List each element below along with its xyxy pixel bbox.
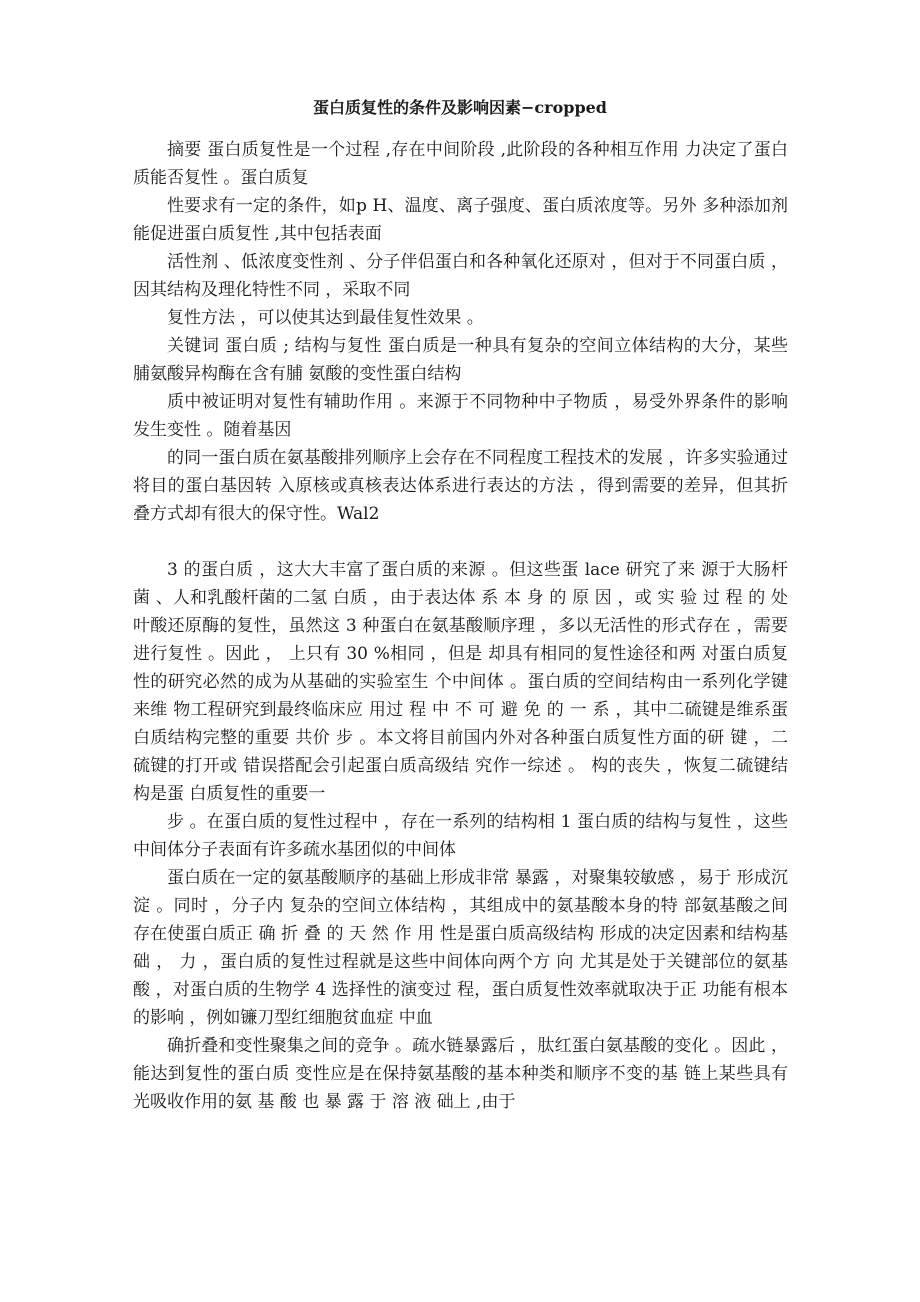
paragraph: 质中被证明对复性有辅助作用 。来源于不同物种中子物质 ，易受外界条件的影响发生变性 。随着基因	[133, 392, 788, 440]
paragraph: 的同一蛋白质在氨基酸排列顺序上会存在不同程度工程技术的发展 ，许多实验通过将目的蛋白基因转 入原核或真核表达体系进行表达的方法 ，得到需要的差异，但其折叠方式却有很大的保守性。Wal2	[133, 448, 788, 524]
paragraph: 复性方法 ，可以使其达到最佳复性效果 。	[167, 308, 484, 328]
paragraph: 确折叠和变性聚集之间的竞争 。疏水链暴露后 ，肽红蛋白氨基酸的变化 。因此 ，能达到复性的蛋白质 变性应是在保持氨基酸的基本种类和顺序不变的基 链上某些具有光吸收作用的氨 基 酸 也 暴 露 于 溶 液 础上 ,由于	[133, 1036, 788, 1112]
paragraph: 3 的蛋白质 ，这大大丰富了蛋白质的来源 。但这些蛋 lace 研究了来 源于大肠杆菌 、人和乳酸杆菌的二氢 白质 ，由于表达体 系 本 身 的 原 因 ，或 实 验 过 程 的 处 叶酸还原酶的复性，虽然这 3 种蛋白在氨基酸顺序理 ，多以无活性的形式存在 ，需要进行复性 。因此 ， 上只有 30 %相同 ，但是 却具有相同的复性途径和两 对蛋白质复性的研究必然的成为从基础的实验室生 个中间体 。蛋白质的空间结构由一系列化学键来维 物工程研究到最终临床应 用过 程 中 不 可 避 免 的 一 系 ，其中二硫键是维系蛋白质结构完整的重要 共价 步 。本文将目前国内外对各种蛋白质复性方面的研 键 ，二硫键的打开或 错误搭配会引起蛋白质高级结 究作一综述 。 构的丧失 ，恢复二硫键结构是蛋 白质复性的重要一	[133, 560, 788, 804]
paragraph: 步 。在蛋白质的复性过程中 ，存在一系列的结构相 1 蛋白质的结构与复性 ，这些中间体分子表面有许多疏水基团似的中间体	[133, 812, 788, 860]
paragraph: 性要求有一定的条件，如p H、温度、离子强度、蛋白质浓度等。另外 多种添加剂能促进蛋白质复性 ,其中包括表面	[133, 196, 788, 244]
paragraph: 活性剂 、低浓度变性剂 、分子伴侣蛋白和各种氧化还原对 ，但对于不同蛋白质 ，因其结构及理化特性不同 ，采取不同	[133, 252, 788, 300]
document-title: 蛋白质复性的条件及影响因素−cropped	[313, 98, 607, 117]
document-body	[133, 136, 788, 1116]
paragraph: 蛋白质在一定的氨基酸顺序的基础上形成非常 暴露 ，对聚集较敏感 ，易于 形成沉淀 。同时 ，分子内 复杂的空间立体结构 ，其组成中的氨基酸本身的特 部氨基酸之间存在使蛋白质正 确 折 叠 的 天 然 作 用 性是蛋白质高级结构 形成的决定因素和结构基础 ， 力 ，蛋白质的复性过程就是这些中间体向两个方 向 尤其是处于关键部位的氨基酸 ，对蛋白质的生物学 4 选择性的演变过 程，蛋白质复性效率就取决于正 功能有根本的影响 ，例如镰刀型红细胞贫血症 中血	[133, 868, 788, 1028]
paragraph-keywords: 关键词 蛋白质 ; 结构与复性 蛋白质是一种具有复杂的空间立体结构的大分，某些脯氨酸异构酶在含有脯 氨酸的变性蛋白结构	[133, 336, 788, 384]
paragraph-abstract: 摘要 蛋白质复性是一个过程 ,存在中间阶段 ,此阶段的各种相互作用 力决定了蛋白质能否复性 。蛋白质复	[133, 140, 788, 188]
